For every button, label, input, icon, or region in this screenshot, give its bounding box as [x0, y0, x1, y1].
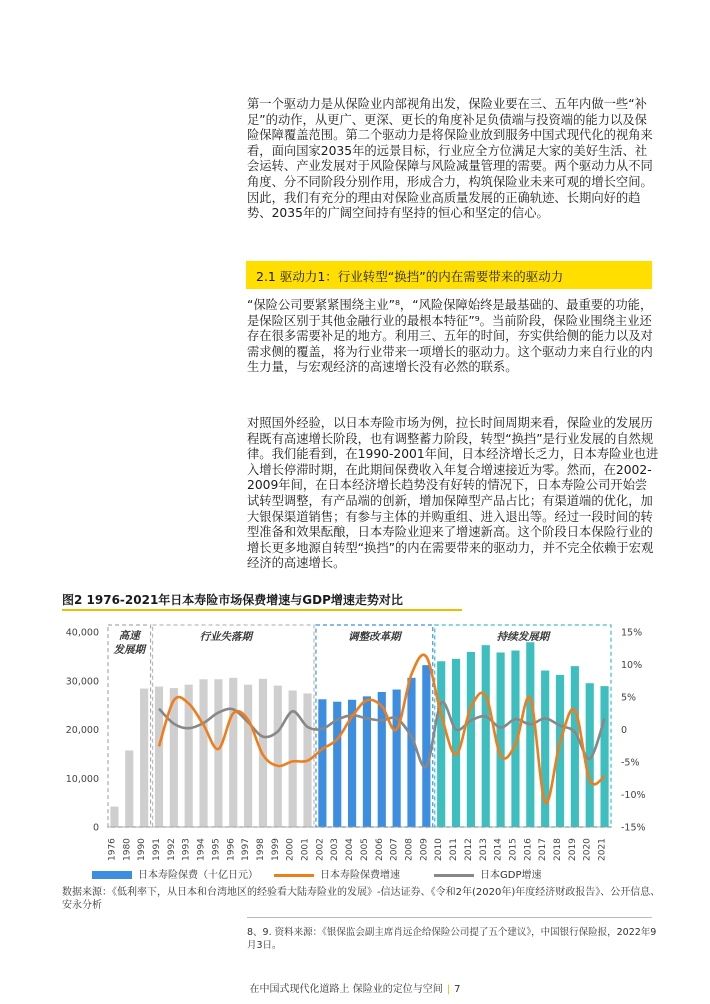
bar [571, 666, 579, 827]
bar [393, 690, 401, 827]
x-tick-label: 2003 [330, 838, 341, 861]
x-tick-label: 2005 [359, 838, 370, 861]
bar [363, 696, 371, 827]
x-tick-label: 2007 [389, 838, 400, 861]
legend-premium-label: 日本寿险保费（十亿日元） [138, 870, 258, 881]
x-tick-label: 2020 [582, 838, 593, 861]
paragraph-main-business: “保险公司要紧紧围绕主业”⁸，“风险保障始终是最基础的、最重要的功能，是保险区别于其他金融行业的最根本特征”⁹。当前阶段，保险业围绕主业还存在很多需要补足的地方。利用三、五年的时间，夯实供给侧的能力以及对需求侧的覆盖，将为行业带来一项增长的驱动力。这个驱动力来自行业的内生力量，与宏观经济的高速增长没有必然的联系。 [247, 298, 653, 375]
section-heading-text: 2.1 驱动力1：行业转型“换挡”的内在需要带来的驱动力 [256, 269, 564, 284]
x-tick-label: 2010 [434, 838, 445, 861]
legend-premium-swatch [92, 871, 132, 879]
phase-label: 调整改革期 [348, 631, 401, 643]
page-number: 7 [454, 984, 461, 995]
x-tick-label: 1996 [226, 838, 237, 861]
y-tick-right: -5% [621, 757, 640, 769]
x-tick-label: 2006 [374, 838, 385, 861]
x-tick-label: 1990 [137, 838, 148, 861]
bar [244, 685, 252, 827]
legend-gdp-growth-swatch [434, 874, 474, 877]
bar [467, 652, 475, 827]
footnote-rule [247, 917, 652, 918]
x-tick-label: 2013 [478, 838, 489, 861]
x-tick-label: 1999 [270, 838, 281, 861]
bar [229, 678, 237, 827]
x-tick-label: 2021 [597, 838, 608, 861]
bar [125, 750, 133, 827]
x-tick-label: 2000 [285, 838, 296, 861]
figure-source: 数据来源：《低利率下，从日本和台湾地区的经验看大陆寿险业的发展》-信达证券、《令和2年(2020年)年度经济财政报告》、公开信息、安永分析 [62, 887, 661, 911]
bar [437, 661, 445, 827]
bar [199, 679, 207, 827]
bar [274, 686, 282, 827]
premium-gdp-chart [55, 615, 655, 867]
x-tick-label: 2004 [345, 838, 356, 861]
phase-label: 持续发展期 [496, 631, 550, 643]
legend-premium-growth-label: 日本寿险保费增速 [320, 870, 400, 881]
x-tick-label: 2009 [419, 838, 430, 861]
x-tick-label: 1980 [122, 838, 133, 861]
paragraph-japan-experience: 对照国外经验，以日本寿险市场为例，拉长时间周期来看，保险业的发展历程既有高速增长阶段，也有调整蓄力阶段，转型“换挡”是行业发展的自然规律。我们能看到，在1990-2001年间，日本经济增长乏力，日本寿险业也进入增长停滞时期，在此期间保费收入年复合增速接近为零。然而，在2002-2009年间，在日本经济增长趋势没有好转的情况下，日本寿险公司开始尝试转型调整，有产品端的创新，增加保障型产品占比；有渠道端的优化，加大银保渠道销售；有参与主体的并购重组、进入退出等。经过一段时间的转型准备和效果酝酿，日本寿险业迎来了增速新高。这个阶段日本保险行业的增长更多地源自转型“换挡”的内在需要带来的驱动力，并不完全依赖于宏观经济的高速增长。 [247, 416, 659, 571]
legend-premium [92, 866, 258, 881]
figure-title-underline [62, 609, 462, 611]
figure-title: 图2 1976-2021年日本寿险市场保费增速与GDP增速走势对比 [62, 593, 403, 607]
x-tick-label: 1994 [196, 838, 207, 861]
x-tick-label: 2001 [300, 838, 311, 861]
page-footer [0, 980, 710, 995]
x-tick-label: 2017 [538, 838, 549, 861]
x-tick-label: 2016 [523, 838, 534, 861]
phase-label: 发展期 [113, 644, 146, 656]
bar [318, 699, 326, 827]
bar [214, 679, 222, 827]
x-tick-label: 2018 [553, 838, 564, 861]
legend-premium-growth [274, 866, 400, 881]
x-tick-label: 2002 [315, 838, 326, 861]
bar [452, 659, 460, 827]
x-tick-label: 2008 [404, 838, 415, 861]
bar [497, 652, 505, 827]
y-tick-right: 5% [621, 692, 637, 704]
x-tick-label: 2012 [463, 838, 474, 861]
bar [526, 642, 534, 827]
phase-frame [435, 625, 611, 827]
bar [422, 665, 430, 827]
footnote: 8、9. 资料来源：《银保监会副主席肖远企给保险公司提了五个建议》，中国银行保险报，2022年9月3日。 [247, 927, 657, 951]
x-tick-label: 2014 [493, 838, 504, 861]
phase-label: 高速 [118, 630, 140, 642]
footer-separator: | [446, 984, 451, 995]
legend-premium-growth-swatch [274, 874, 314, 877]
bar [140, 689, 148, 827]
bar [110, 807, 118, 827]
x-tick-label: 1993 [181, 838, 192, 861]
legend-gdp-growth [434, 866, 541, 881]
bar [155, 687, 163, 827]
x-tick-label: 1991 [151, 838, 162, 861]
legend-gdp-growth-label: 日本GDP增速 [480, 870, 542, 881]
y-tick-right: 0 [621, 725, 628, 736]
y-tick-left: 0 [92, 822, 99, 834]
y-tick-left: 40,000 [65, 627, 99, 639]
y-tick-left: 30,000 [65, 676, 99, 688]
bar [600, 686, 608, 827]
x-tick-label: 2015 [508, 838, 519, 861]
x-tick-label: 1976 [107, 838, 118, 861]
bar [482, 645, 490, 827]
y-tick-right: -10% [621, 790, 646, 801]
paragraph-driver-overview: 第一个驱动力是从保险业内部视角出发，保险业要在三、五年内做一些“补足”的动作，从更广、更深、更长的角度补足负债端与投资端的能力以及保险保障覆盖范围。第二个驱动力是将保险业放到服务中国式现代化的视角来看，面向国家2035年的远景目标，行业应全方位满足大家的美好生活、社会运转、产业发展对于风险保障与风险减量管理的需要。两个驱动力从不同角度、分不同阶段分别作用，形成合力，构筑保险业未来可观的增长空间。因此，我们有充分的理由对保险业高质量发展的正确轨迹、长期向好的趋势、2035年的广阔空间持有坚持的恒心和坚定的信心。 [247, 97, 653, 221]
y-tick-right: 10% [621, 660, 643, 671]
x-tick-label: 1995 [211, 838, 222, 861]
y-tick-right: -15% [621, 822, 646, 834]
y-tick-left: 10,000 [65, 773, 99, 785]
x-tick-label: 1998 [255, 838, 266, 861]
phase-label: 行业失落期 [199, 631, 253, 643]
x-tick-label: 2019 [567, 838, 578, 861]
x-tick-label: 2011 [449, 838, 460, 861]
x-tick-label: 1997 [241, 838, 252, 861]
y-tick-right: 15% [621, 627, 643, 639]
y-tick-left: 20,000 [65, 725, 99, 736]
footer-title: 在中国式现代化道路上 保险业的定位与空间 [249, 984, 443, 995]
section-heading [246, 261, 652, 289]
x-tick-label: 1992 [166, 838, 177, 861]
bar [407, 678, 415, 827]
